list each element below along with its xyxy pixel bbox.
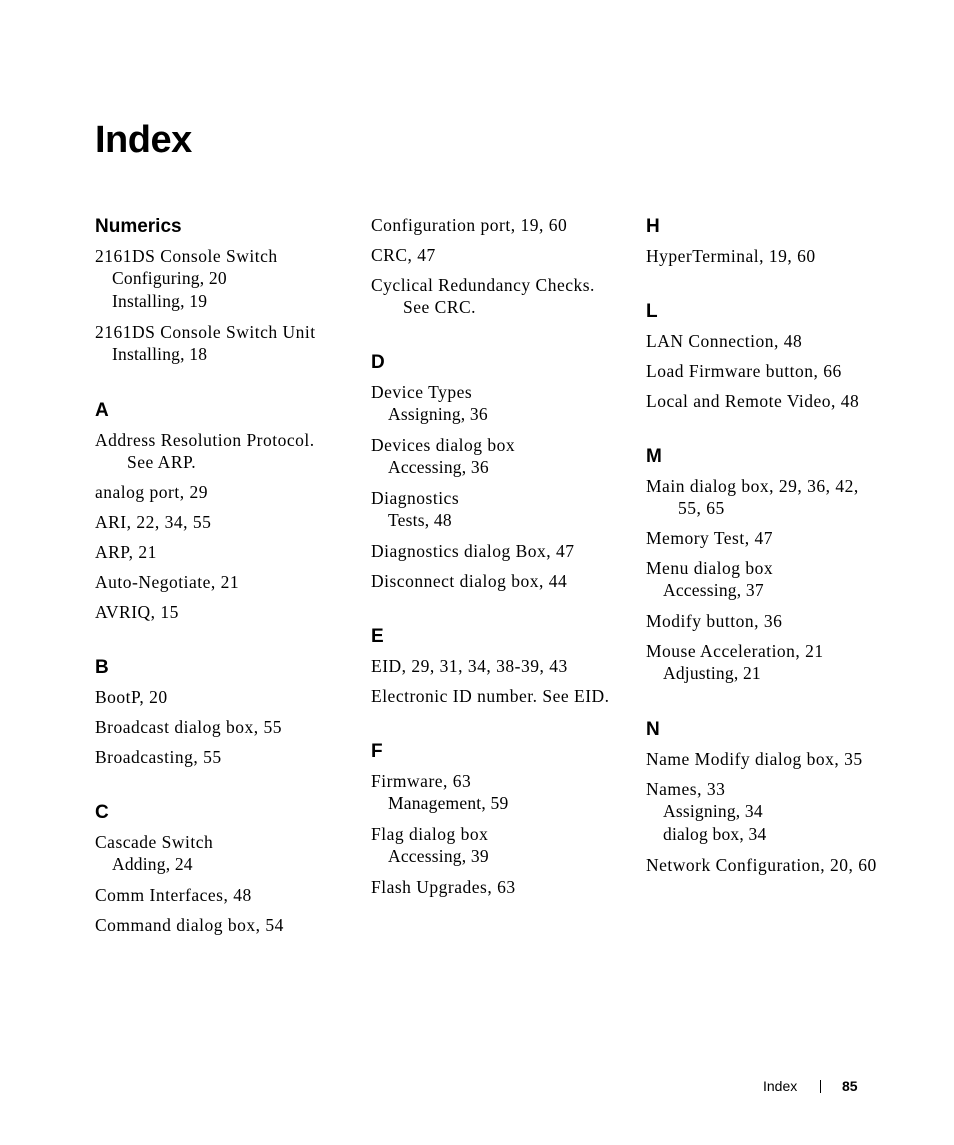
section-heading: M [646,446,662,467]
index-entry-term: Cyclical Redundancy Checks. See CRC. [371,275,595,317]
index-section [95,398,340,623]
index-entry [95,245,340,313]
index-entry [371,823,616,868]
index-entry [646,360,886,382]
index-entry [95,429,340,473]
index-entry-term: 2161DS Console Switch [95,246,278,266]
index-entry-term: Device Types [371,382,473,402]
index-entry-term: Broadcasting, 55 [95,747,222,767]
index-entry [646,330,886,352]
index-entry [371,274,616,318]
section-heading: C [95,802,109,823]
page-number: 85 [842,1078,858,1094]
index-entry-term: AVRIQ, 15 [95,602,179,622]
index-subentry: Installing, 19 [112,291,208,311]
index-entry-term: Modify button, 36 [646,611,783,631]
section-heading: B [95,657,109,678]
index-entry [646,390,886,412]
index-entry-term: Flash Upgrades, 63 [371,877,516,897]
index-entry-term: ARP, 21 [95,542,157,562]
index-subentry: Installing, 18 [112,344,208,364]
index-entry-term: Load Firmware button, 66 [646,361,842,381]
index-entry [95,511,340,533]
index-entry-term: Firmware, 63 [371,771,472,791]
index-entry-term: Diagnostics dialog Box, 47 [371,541,575,561]
index-entry [646,245,886,267]
index-entry [95,716,340,738]
section-heading: H [646,216,660,237]
index-entry-term: 2161DS Console Switch Unit [95,322,316,342]
index-entry [95,321,340,366]
section-heading: L [646,301,658,322]
index-subentry: Adjusting, 21 [663,663,761,683]
index-entry-term: LAN Connection, 48 [646,331,803,351]
index-entry-term: Names, 33 [646,779,726,799]
index-entry [646,475,886,519]
index-entry-term: Local and Remote Video, 48 [646,391,860,411]
index-section [646,214,886,267]
index-section [371,739,616,898]
index-entry-term: EID, 29, 31, 34, 38-39, 43 [371,656,568,676]
index-entry [646,557,886,602]
index-entry [95,746,340,768]
section-heading: A [95,400,109,421]
page-footer [0,1076,954,1096]
index-section [646,717,886,876]
index-subentry: Configuring, 20 [112,268,227,288]
index-subentry: Assigning, 34 [663,801,763,821]
index-entry [371,655,616,677]
index-entry [95,686,340,708]
index-entry [371,570,616,592]
index-entry [646,640,886,685]
footer-label: Index [763,1078,798,1094]
index-column-1 [95,214,340,968]
index-subentry: Assigning, 36 [388,404,488,424]
index-entry [95,831,340,876]
index-entry [95,481,340,503]
index-entry [371,434,616,479]
index-entry [646,610,886,632]
index-entry [371,381,616,426]
index-entry-term: Network Configuration, 20, 60 [646,855,877,875]
index-entry [371,876,616,898]
page-title: Index [95,119,192,161]
index-column-3 [646,214,886,908]
index-entry-term: Cascade Switch [95,832,214,852]
index-entry-term: Mouse Acceleration, 21 [646,641,824,661]
index-entry-term: HyperTerminal, 19, 60 [646,246,816,266]
index-entry-term: BootP, 20 [95,687,168,707]
index-subentry: dialog box, 34 [663,824,767,844]
index-entry-term: Menu dialog box [646,558,774,578]
section-heading: E [371,626,384,647]
index-subentry: Accessing, 39 [388,846,489,866]
index-entry-term: Disconnect dialog box, 44 [371,571,568,591]
index-entry [371,214,616,236]
index-section [95,655,340,768]
index-entry-term: Diagnostics [371,488,460,508]
index-entry [646,854,886,876]
index-entry [371,770,616,815]
index-entry-term: Name Modify dialog box, 35 [646,749,863,769]
index-entry-term: Command dialog box, 54 [95,915,284,935]
section-heading: N [646,719,660,740]
index-entry-term: Memory Test, 47 [646,528,773,548]
index-entry-term: Devices dialog box [371,435,516,455]
index-section [646,299,886,412]
index-section [95,800,340,936]
index-entry [371,244,616,266]
index-entry-term: Configuration port, 19, 60 [371,215,568,235]
index-entry-term: ARI, 22, 34, 55 [95,512,212,532]
index-subentry: Adding, 24 [112,854,193,874]
section-heading: F [371,741,383,762]
index-entry [646,748,886,770]
index-entry [95,884,340,906]
index-section [371,214,616,318]
index-entry [371,685,616,707]
index-entry-term: Auto-Negotiate, 21 [95,572,240,592]
index-entry [646,527,886,549]
index-entry [95,571,340,593]
index-subentry: Tests, 48 [388,510,452,530]
index-subentry: Accessing, 36 [388,457,489,477]
index-subentry: Accessing, 37 [663,580,764,600]
index-entry-term: Flag dialog box [371,824,489,844]
index-column-2 [371,214,616,930]
index-entry [95,601,340,623]
index-entry [95,541,340,563]
index-section [95,214,340,366]
section-heading: Numerics [95,216,182,237]
footer-divider [820,1080,821,1093]
index-entry-term: Comm Interfaces, 48 [95,885,252,905]
index-entry [95,914,340,936]
index-section [646,444,886,685]
index-entry [646,778,886,846]
index-entry-term: Address Resolution Protocol. See ARP. [95,430,315,472]
index-entry-term: Main dialog box, 29, 36, 42, 55, 65 [646,476,859,518]
index-section [371,624,616,707]
index-subentry: Management, 59 [388,793,509,813]
index-entry-term: Broadcast dialog box, 55 [95,717,282,737]
index-entry-term: CRC, 47 [371,245,436,265]
index-section [371,350,616,592]
index-entry [371,540,616,562]
index-entry [371,487,616,532]
index-entry-term: analog port, 29 [95,482,208,502]
index-entry-term: Electronic ID number. See EID. [371,686,610,706]
section-heading: D [371,352,385,373]
